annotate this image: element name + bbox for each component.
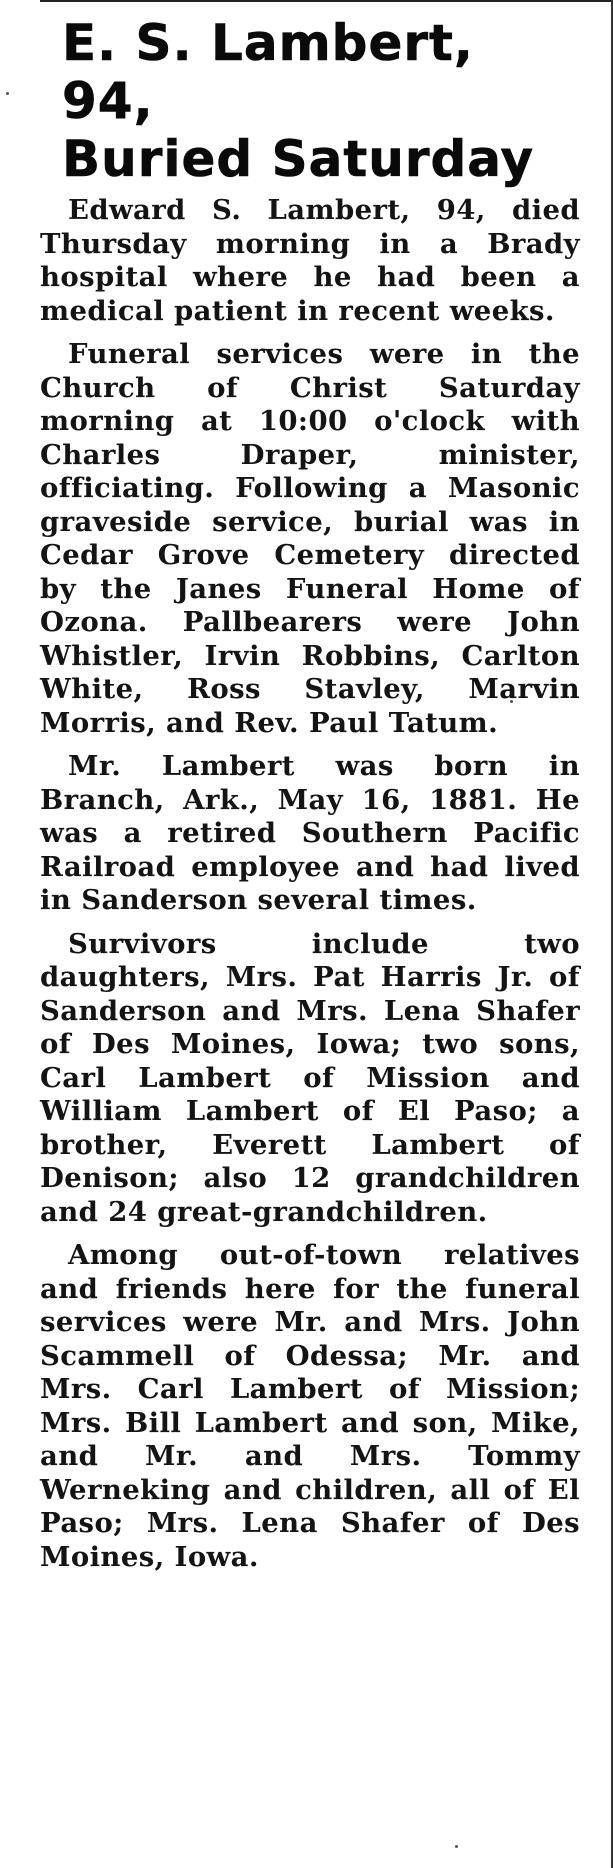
article-column: [40, 14, 580, 1584]
article-headline: [62, 14, 580, 188]
article-body: [40, 194, 580, 1574]
paragraph-funeral-services: Funeral services were in the Church of Christ Saturday morning at 10:00 o'clock with Charles Draper, minister, officiating. Following a Masonic graveside service, burial was in Cedar Grove Cemetery directed by the Janes Funeral Home of Ozona. Pallbearers were John Whistler, Irvin Robbins, Carlton White, Ross Stavley, Marvin Morris, and Rev. Paul Tatum.: [40, 338, 580, 739]
print-speck: [6, 92, 9, 95]
headline-line-2: Buried Saturday: [62, 130, 535, 188]
paragraph-death-notice: Edward S. Lambert, 94, died Thursday morning in a Brady hospital where he had been a medical patient in recent weeks.: [40, 194, 580, 327]
paragraph-survivors: Survivors include two daughters, Mrs. Pat Harris Jr. of Sanderson and Mrs. Lena Shafer of Des Moines, Iowa; two sons, Carl Lambert of Mission and William Lambert of El Paso; a brother, Everett Lambert of Denison; also 12 grandchildren and 24 great-grandchildren.: [40, 927, 580, 1228]
paragraph-visitors: Among out-of-town relatives and friends here for the funeral services were Mr. and Mrs. John Scammell of Odessa; Mr. and Mrs. Carl Lambert of Mission; Mrs. Bill Lambert and son, Mike, and Mr. and Mrs. Tommy Werneking and children, all of El Paso; Mrs. Lena Shafer of Des Moines, Iowa.: [40, 1239, 580, 1573]
print-speck: [455, 1845, 458, 1848]
headline-line-1: E. S. Lambert, 94,: [62, 14, 474, 130]
paragraph-biography: Mr. Lambert was born in Branch, Ark., May 16, 1881. He was a retired Southern Pacific Railroad employee and had lived in Sanderson several times.: [40, 750, 580, 916]
top-border-rule: [40, 0, 613, 2]
